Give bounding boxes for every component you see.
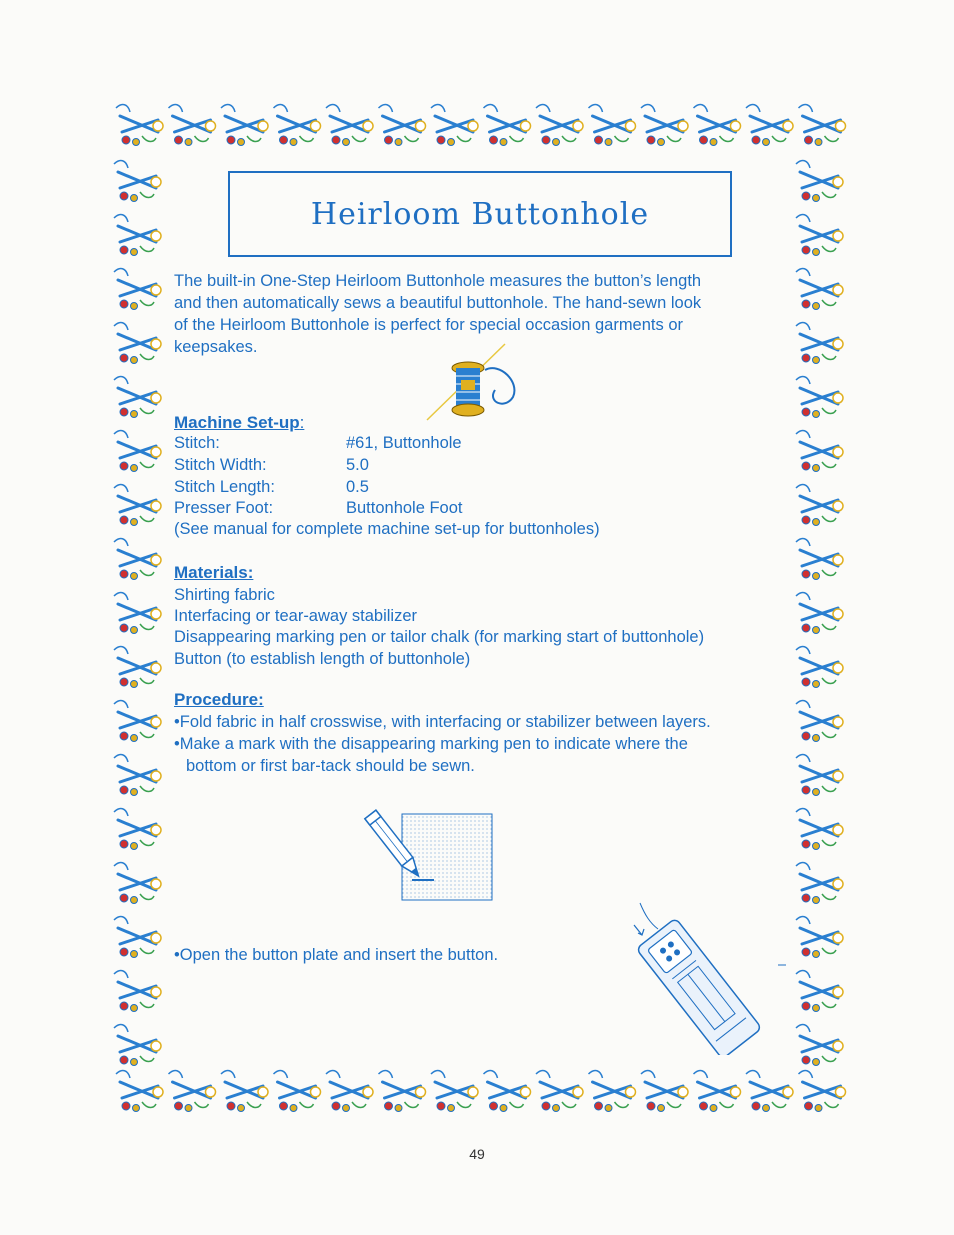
scissors-icon	[114, 755, 161, 796]
scissors-icon	[114, 539, 161, 580]
thread-spool-icon	[425, 342, 520, 424]
scissors-icon	[796, 269, 843, 310]
scissors-icon	[484, 105, 531, 146]
scissors-icon	[641, 105, 688, 146]
procedure-step: •Open the button plate and insert the button.	[174, 946, 499, 964]
scissors-icon	[114, 215, 161, 256]
title-box	[228, 171, 732, 257]
page-number: 49	[469, 1146, 485, 1162]
scissors-icon	[746, 1071, 793, 1112]
bottom-scissor-border	[110, 1066, 850, 1122]
material-item: Disappearing marking pen or tailor chalk (for marking start of buttonhole)	[174, 628, 705, 646]
setup-value: Buttonhole Foot	[346, 499, 463, 517]
setup-row-stitch-length	[174, 476, 674, 498]
procedure-step-continued: bottom or first bar-tack should be sewn.	[186, 757, 475, 775]
scissors-icon	[796, 647, 843, 688]
scissors-icon	[799, 105, 846, 146]
scissors-icon	[114, 917, 161, 958]
scissors-icon	[114, 863, 161, 904]
setup-row-stitch	[174, 432, 674, 454]
scissors-icon	[796, 755, 843, 796]
machine-setup-heading-colon: :	[299, 413, 305, 432]
scissors-icon	[114, 1025, 161, 1066]
setup-row-presser-foot	[174, 497, 674, 519]
procedure-step: •Fold fabric in half crosswise, with interfacing or stabilizer between layers.	[174, 713, 711, 731]
machine-setup-heading	[174, 413, 304, 433]
scissors-icon	[379, 105, 426, 146]
buttonhole-foot-illustration	[620, 895, 790, 1055]
scissors-icon	[169, 105, 216, 146]
scissors-icon	[796, 701, 843, 742]
scissors-icon	[431, 105, 478, 146]
scissors-icon	[796, 377, 843, 418]
scissors-icon	[641, 1071, 688, 1112]
scissors-icon	[114, 647, 161, 688]
scissors-icon	[169, 1071, 216, 1112]
scissors-icon	[694, 1071, 741, 1112]
scissors-icon	[694, 105, 741, 146]
scissors-icon	[589, 1071, 636, 1112]
scissors-icon	[536, 1071, 583, 1112]
machine-setup-heading-text: Machine Set-up	[174, 413, 300, 432]
scissors-icon	[746, 105, 793, 146]
scissors-icon	[431, 1071, 478, 1112]
scissors-icon	[536, 105, 583, 146]
scissors-icon	[796, 971, 843, 1012]
intro-line: keepsakes.	[174, 338, 258, 356]
scissors-icon	[796, 809, 843, 850]
top-scissor-border	[110, 100, 850, 156]
scissors-icon	[116, 1071, 163, 1112]
scissors-icon	[799, 1071, 846, 1112]
scissors-icon	[796, 917, 843, 958]
scissors-icon	[589, 105, 636, 146]
scissors-icon	[796, 485, 843, 526]
scissors-icon	[274, 1071, 321, 1112]
setup-note: (See manual for complete machine set-up for buttonholes)	[174, 520, 600, 538]
right-scissor-border	[790, 150, 850, 1080]
setup-label: Stitch Width:	[174, 456, 267, 474]
intro-line: The built-in One-Step Heirloom Buttonhole measures the button’s length	[174, 272, 702, 290]
procedure-heading: Procedure:	[174, 690, 264, 709]
procedure-step: •Make a mark with the disappearing marking pen to indicate where the	[174, 735, 688, 753]
intro-line: of the Heirloom Buttonhole is perfect for special occasion garments or	[174, 316, 684, 334]
scissors-icon	[274, 105, 321, 146]
left-scissor-border	[108, 150, 168, 1080]
scissors-icon	[796, 431, 843, 472]
scissors-icon	[114, 593, 161, 634]
setup-label: Stitch:	[174, 434, 220, 452]
scissors-icon	[796, 593, 843, 634]
scissors-icon	[114, 485, 161, 526]
setup-label: Stitch Length:	[174, 478, 275, 496]
material-item: Button (to establish length of buttonhole)	[174, 650, 471, 668]
scissors-icon	[326, 105, 373, 146]
material-item: Interfacing or tear-away stabilizer	[174, 607, 418, 625]
scissors-icon	[796, 863, 843, 904]
scissors-icon	[116, 105, 163, 146]
setup-value: #61, Buttonhole	[346, 434, 462, 452]
intro-line: and then automatically sews a beautiful buttonhole. The hand-sewn look	[174, 294, 702, 312]
scissors-icon	[796, 323, 843, 364]
pencil-marking-fabric-illustration	[358, 800, 498, 905]
setup-value: 0.5	[346, 478, 369, 496]
materials-heading: Materials:	[174, 563, 254, 582]
setup-value: 5.0	[346, 456, 369, 474]
scissors-icon	[114, 323, 161, 364]
scissors-icon	[796, 539, 843, 580]
scissors-icon	[221, 1071, 268, 1112]
scissors-icon	[114, 161, 161, 202]
material-item: Shirting fabric	[174, 586, 275, 604]
scissors-icon	[114, 809, 161, 850]
page-title: Heirloom Buttonhole	[310, 196, 650, 232]
scissors-icon	[114, 701, 161, 742]
scissors-icon	[114, 377, 161, 418]
scissors-icon	[796, 1025, 843, 1066]
scissors-icon	[114, 971, 161, 1012]
scissors-icon	[796, 161, 843, 202]
scissors-icon	[114, 431, 161, 472]
scissors-icon	[326, 1071, 373, 1112]
scissors-icon	[114, 269, 161, 310]
scissors-icon	[484, 1071, 531, 1112]
scissors-icon	[379, 1071, 426, 1112]
scissors-icon	[796, 215, 843, 256]
setup-row-stitch-width	[174, 454, 674, 476]
setup-label: Presser Foot:	[174, 499, 274, 517]
scissors-icon	[221, 105, 268, 146]
